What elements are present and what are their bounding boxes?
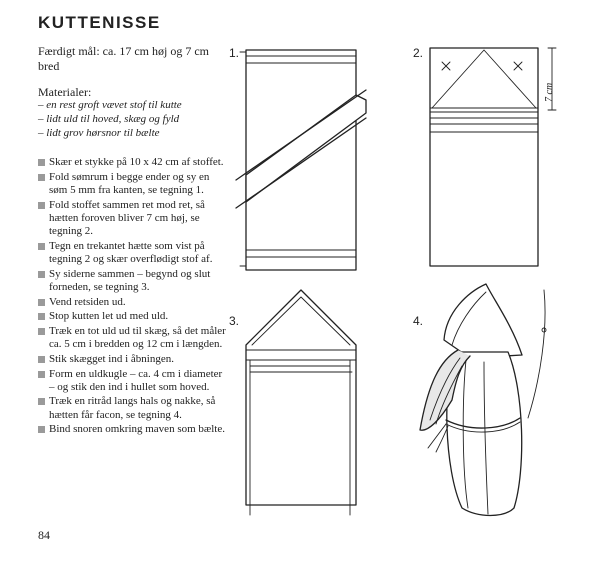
step-item: Stik skægget ind i åbningen. — [38, 353, 230, 366]
step-item: Sy siderne sammen – begynd og slut forneden, se tegning 3. — [38, 268, 230, 294]
figure-1-number: 1. — [229, 46, 240, 60]
material-item: – lidt uld til hoved, skæg og fyld — [38, 113, 180, 125]
materials-heading: Materialer: — [38, 85, 92, 99]
material-item: – lidt grov hørsnor til bælte — [38, 127, 160, 139]
finished-size-text: Færdigt mål: ca. 17 cm høj og 7 cm bred — [38, 44, 209, 73]
dimension-label: 7 cm — [544, 82, 555, 102]
figure-4-drawing — [420, 284, 546, 516]
step-item: Tegn en trekantet hætte som vist på tegning 2 og skær overflødigt stof af. — [38, 240, 230, 266]
figure-3-drawing — [246, 290, 356, 515]
step-item: Form en uldkugle – ca. 4 cm i diameter – og stik den ind i hullet som hoved. — [38, 368, 230, 394]
figure-4-number: 4. — [413, 314, 424, 328]
step-item: Træk en ritråd langs hals og nakke, så hætten får facon, se tegning 4. — [38, 395, 230, 421]
figure-3-number: 3. — [229, 314, 240, 328]
step-item: Stop kutten let ud med uld. — [38, 310, 230, 323]
step-item: Vend retsiden ud. — [38, 296, 230, 309]
page-title: KUTTENISSE — [38, 13, 161, 32]
step-item: Bind snoren omkring maven som bælte. — [38, 423, 230, 436]
figure-2-number: 2. — [413, 46, 424, 60]
step-item: Skær et stykke på 10 x 42 cm af stoffet. — [38, 156, 230, 169]
step-item: Fold stoffet sammen ret mod ret, så hætten foroven bliver 7 cm høj, se tegning 2. — [38, 199, 230, 239]
step-item: Fold sømrum i begge ender og sy en søm 5 mm fra kanten, se tegning 1. — [38, 171, 230, 197]
material-item: – en rest groft vævet stof til kutte — [38, 99, 182, 111]
step-item: Træk en tot uld ud til skæg, så det måler ca. 5 cm i bredden og 12 cm i længden. — [38, 325, 230, 351]
page-number: 84 — [38, 528, 50, 542]
figure-1-drawing — [236, 50, 366, 270]
figure-2-drawing — [430, 48, 556, 266]
